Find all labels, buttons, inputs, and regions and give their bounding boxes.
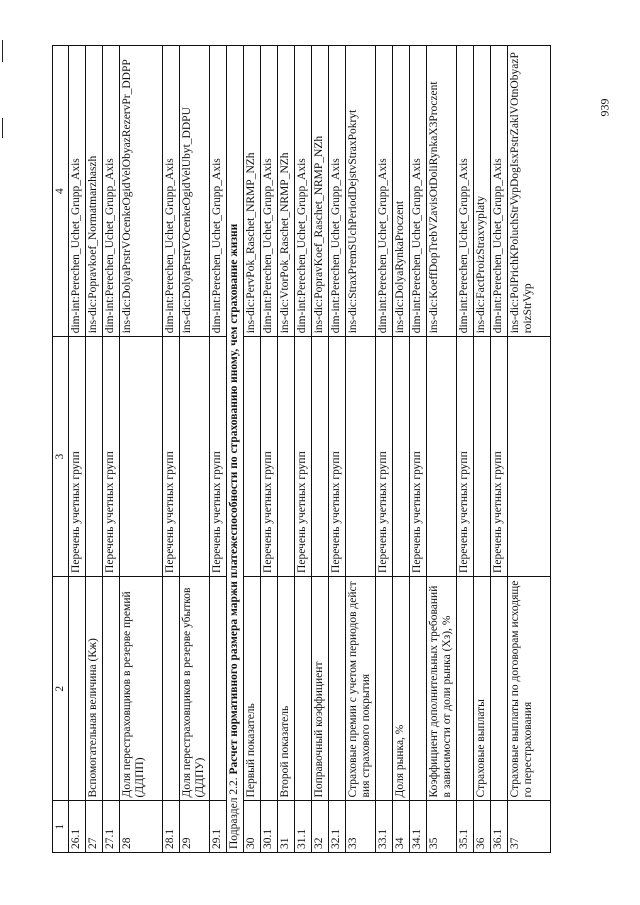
indicator-name-cell xyxy=(103,576,120,801)
row-number-cell: 29.1 xyxy=(210,801,227,853)
element-code-cell: ins-dic:DolyaRynkaProczent xyxy=(393,46,410,337)
element-code-cell: dim-int:Perechen_Uchet_Grupp_Axis xyxy=(295,46,312,337)
table-row xyxy=(261,46,278,853)
header-cell-1: 1 xyxy=(53,801,69,853)
rotated-table-frame xyxy=(52,45,584,853)
dimension-type-cell: Перечень учетных групп xyxy=(261,337,278,577)
header-cell-2: 2 xyxy=(53,576,69,801)
table-row xyxy=(393,46,410,853)
indicator-name-cell: Первый показатель xyxy=(244,576,261,801)
section-heading xyxy=(227,46,244,853)
dimension-type-cell xyxy=(474,337,491,577)
table-row xyxy=(103,46,120,853)
element-code-cell: dim-int:Perechen_Uchet_Grupp_Axis xyxy=(329,46,346,337)
row-number-cell: 26.1 xyxy=(69,801,86,853)
table-row xyxy=(180,46,210,853)
dimension-type-cell: Перечень учетных групп xyxy=(491,337,508,577)
page-number: 939 xyxy=(597,98,612,117)
indicator-name-cell xyxy=(491,576,508,801)
dimension-type-cell: Перечень учетных групп xyxy=(329,337,346,577)
dimension-type-cell xyxy=(86,337,103,577)
row-number-cell: 33 xyxy=(346,801,376,853)
row-number-cell: 33.1 xyxy=(376,801,393,853)
element-code-cell: dim-int:Perechen_Uchet_Grupp_Axis xyxy=(491,46,508,337)
table-body xyxy=(53,46,551,853)
table-row xyxy=(410,46,427,853)
indicator-name-cell xyxy=(457,576,474,801)
table-row xyxy=(376,46,393,853)
indicator-name-cell xyxy=(329,576,346,801)
table-row xyxy=(278,46,295,853)
table-row xyxy=(346,46,376,853)
row-number-cell: 27 xyxy=(86,801,103,853)
dimension-type-cell xyxy=(312,337,329,577)
indicator-name-cell: Страховые выплаты по договорам исходящего перестрахования xyxy=(508,576,551,801)
dimension-type-cell: Перечень учетных групп xyxy=(103,337,120,577)
table-row xyxy=(120,46,163,853)
row-number-cell: 36 xyxy=(474,801,491,853)
dimension-type-cell xyxy=(180,337,210,577)
section-prefix: Подраздел 2.2. xyxy=(228,774,240,849)
indicator-name-cell: Коэффициент дополнительных требований в зависимости от доли рынка (Хз), % xyxy=(427,576,457,801)
row-number-cell: 34.1 xyxy=(410,801,427,853)
dimension-type-cell xyxy=(508,337,551,577)
row-number-cell: 34 xyxy=(393,801,410,853)
row-number-cell: 36.1 xyxy=(491,801,508,853)
table-row xyxy=(508,46,551,853)
row-number-cell: 32.1 xyxy=(329,801,346,853)
indicator-name-cell: Доля рынка, % xyxy=(393,576,410,801)
row-number-cell: 35 xyxy=(427,801,457,853)
element-code-cell: dim-int:Perechen_Uchet_Grupp_Axis xyxy=(163,46,180,337)
dimension-type-cell: Перечень учетных групп xyxy=(457,337,474,577)
element-code-cell: ins-dic:DolyaPrstrVOcenkeOgidVelObyazRezervPr_DDPP xyxy=(120,46,163,337)
table-row xyxy=(427,46,457,853)
element-code-cell: ins-dic:KoeffDopTrebVZavisOtDoliRynkaX3Proczent xyxy=(427,46,457,337)
dimension-type-cell: Перечень учетных групп xyxy=(163,337,180,577)
table-row xyxy=(329,46,346,853)
data-table xyxy=(52,45,551,853)
element-code-cell: dim-int:Perechen_Uchet_Grupp_Axis xyxy=(410,46,427,337)
element-code-cell: dim-int:Perechen_Uchet_Grupp_Axis xyxy=(457,46,474,337)
dimension-type-cell xyxy=(278,337,295,577)
header-cell-3: 3 xyxy=(53,337,69,577)
table-row xyxy=(69,46,86,853)
element-code-cell: dim-int:Perechen_Uchet_Grupp_Axis xyxy=(261,46,278,337)
indicator-name-cell: Доля перестраховщиков в резерве премий (ДДПП) xyxy=(120,576,163,801)
table-row xyxy=(210,46,227,853)
dimension-type-cell xyxy=(244,337,261,577)
element-code-cell: dim-int:Perechen_Uchet_Grupp_Axis xyxy=(376,46,393,337)
indicator-name-cell xyxy=(295,576,312,801)
table-row xyxy=(491,46,508,853)
indicator-name-cell: Страховые выплаты xyxy=(474,576,491,801)
table-row xyxy=(244,46,261,853)
indicator-name-cell xyxy=(376,576,393,801)
dimension-type-cell: Перечень учетных групп xyxy=(210,337,227,577)
element-code-cell: ins-dic:StraxPremSUchPeriodDejstvStraxPokryt xyxy=(346,46,376,337)
table-row xyxy=(163,46,180,853)
table-header-row xyxy=(53,46,69,853)
scan-edge-mark xyxy=(2,118,3,138)
section-row xyxy=(227,46,244,853)
dimension-type-cell: Перечень учетных групп xyxy=(295,337,312,577)
table-row xyxy=(457,46,474,853)
indicator-name-cell: Второй показатель xyxy=(278,576,295,801)
row-number-cell: 35.1 xyxy=(457,801,474,853)
indicator-name-cell xyxy=(163,576,180,801)
row-number-cell: 31 xyxy=(278,801,295,853)
element-code-cell: ins-dic:FactProizStraxvyplaty xyxy=(474,46,491,337)
indicator-name-cell xyxy=(210,576,227,801)
row-number-cell: 27.1 xyxy=(103,801,120,853)
indicator-name-cell xyxy=(69,576,86,801)
dimension-type-cell: Перечень учетных групп xyxy=(69,337,86,577)
dimension-type-cell xyxy=(346,337,376,577)
dimension-type-cell xyxy=(427,337,457,577)
row-number-cell: 30.1 xyxy=(261,801,278,853)
indicator-name-cell: Вспомогательная величина (Кж) xyxy=(86,576,103,801)
section-title: Расчет нормативного размера маржи платежеспособности по страхованию иному, чем страхование жизни xyxy=(228,223,240,775)
element-code-cell: ins-dic:DolyaPrstrVOcenkeOgidVelUbyt_DDPU xyxy=(180,46,210,337)
element-code-cell: ins-dic:PolPrichKPoluchStrVypDogIsxPstrZaklVOtnObyazProizStrVyp xyxy=(508,46,551,337)
element-code-cell: ins-dic:PervPok_Raschet_NRMP_NZh xyxy=(244,46,261,337)
row-number-cell: 30 xyxy=(244,801,261,853)
indicator-name-cell xyxy=(261,576,278,801)
element-code-cell: ins-dic:PopravKoef_Raschet_NRMP_NZh xyxy=(312,46,329,337)
element-code-cell: dim-int:Perechen_Uchet_Grupp_Axis xyxy=(210,46,227,337)
element-code-cell: ins-dic:VtorPok_Raschet_NRMP_NZh xyxy=(278,46,295,337)
indicator-name-cell xyxy=(410,576,427,801)
indicator-name-cell: Доля перестраховщиков в резерве убытков (ДДПУ) xyxy=(180,576,210,801)
dimension-type-cell: Перечень учетных групп xyxy=(410,337,427,577)
indicator-name-cell: Поправочный коэффициент xyxy=(312,576,329,801)
row-number-cell: 31.1 xyxy=(295,801,312,853)
dimension-type-cell xyxy=(393,337,410,577)
row-number-cell: 37 xyxy=(508,801,551,853)
element-code-cell: dim-int:Perechen_Uchet_Grupp_Axis xyxy=(69,46,86,337)
element-code-cell: dim-int:Perechen_Uchet_Grupp_Axis xyxy=(103,46,120,337)
table-row xyxy=(86,46,103,853)
table-row xyxy=(474,46,491,853)
table-row xyxy=(295,46,312,853)
header-cell-4: 4 xyxy=(53,46,69,337)
row-number-cell: 29 xyxy=(180,801,210,853)
scan-edge-mark xyxy=(2,40,3,62)
row-number-cell: 28.1 xyxy=(163,801,180,853)
dimension-type-cell: Перечень учетных групп xyxy=(376,337,393,577)
indicator-name-cell: Страховые премии с учетом периодов действия страхового покрытия xyxy=(346,576,376,801)
row-number-cell: 32 xyxy=(312,801,329,853)
element-code-cell: ins-dic:Popravkoef_Normatmarzhaszh xyxy=(86,46,103,337)
table-row xyxy=(312,46,329,853)
row-number-cell: 28 xyxy=(120,801,163,853)
dimension-type-cell xyxy=(120,337,163,577)
